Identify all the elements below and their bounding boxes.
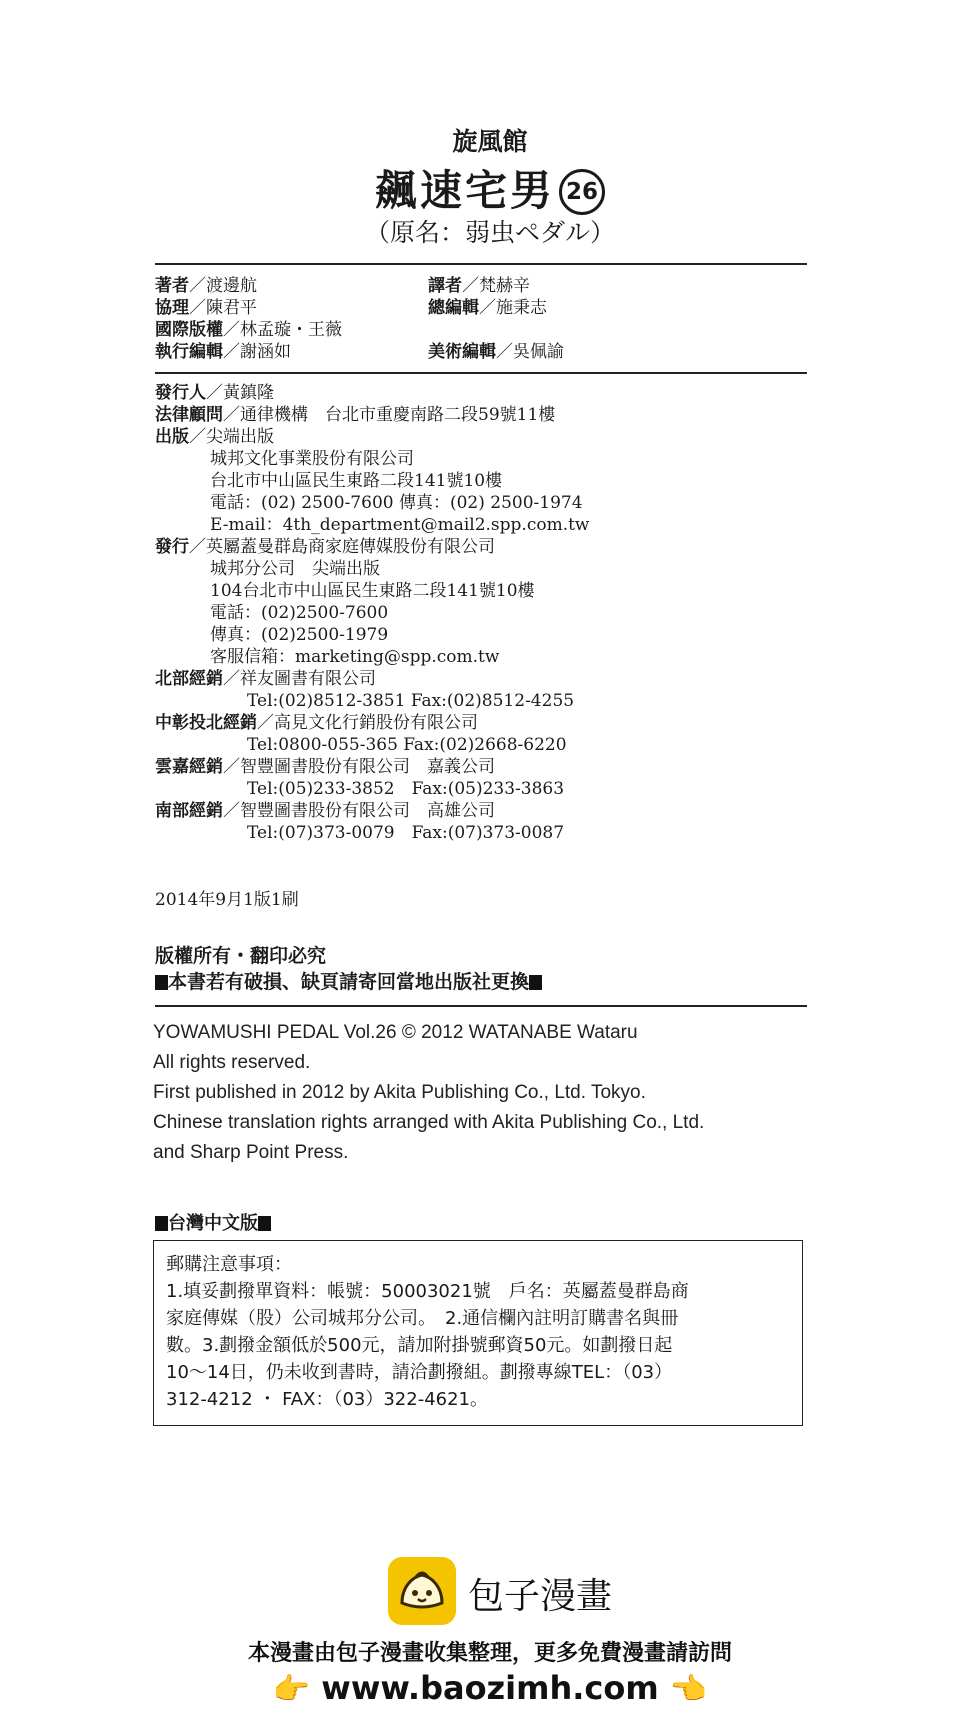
dealer-central-contact: Tel:0800-055-365 Fax:(02)2668-6220 bbox=[247, 735, 567, 755]
publish-phone: 電話：(02) 2500-7600 傳真：(02) 2500-1974 bbox=[210, 493, 583, 513]
dealer-north: 北部經銷／祥友圖書有限公司 bbox=[155, 669, 376, 689]
credit-author: 著者／渡邊航 bbox=[155, 276, 257, 296]
credit-art-editor: 美術編輯／吳佩諭 bbox=[428, 342, 564, 362]
dealer-yunjia: 雲嘉經銷／智豐圖書股份有限公司 嘉義公司 bbox=[155, 757, 495, 777]
dealer-yunjia-contact: Tel:(05)233-3852 Fax:(05)233-3863 bbox=[247, 779, 565, 799]
notice-line: 數。3.劃撥金額低於500元，請加附掛號郵資50元。如劃撥日起 bbox=[166, 1335, 673, 1356]
distribute-email: 客服信箱：marketing@spp.com.tw bbox=[210, 647, 500, 667]
distribute-phone: 電話：(02)2500-7600 bbox=[210, 603, 389, 623]
edition-date: 2014年9月1版1刷 bbox=[155, 890, 299, 910]
rights-line-2: 本書若有破損、缺頁請寄回當地出版社更換 bbox=[155, 967, 542, 994]
distribute-branch: 城邦分公司 尖端出版 bbox=[210, 559, 380, 579]
distribute-line: 發行／英屬蓋曼群島商家庭傳媒股份有限公司 bbox=[155, 537, 495, 557]
notice-line: 10～14日，仍未收到書時，請洽劃撥組。劃撥專線TEL：（03） bbox=[166, 1362, 673, 1383]
publish-address: 台北市中山區民生東路二段141號10樓 bbox=[210, 471, 503, 491]
dealer-south: 南部經銷／智豐圖書股份有限公司 高雄公司 bbox=[155, 801, 495, 821]
notice-line: 312-4212 ・ FAX：（03）322-4621。 bbox=[166, 1389, 489, 1410]
pointing-right-icon: 👉 bbox=[272, 1672, 311, 1707]
notice-line: 家庭傳媒（股）公司城邦分公司。 2.通信欄內註明訂購書名與冊 bbox=[166, 1308, 679, 1329]
original-title: （原名：弱虫ペダル） bbox=[364, 218, 615, 247]
watermark-tagline: 本漫畫由包子漫畫收集整理，更多免費漫畫請訪問 bbox=[247, 1641, 732, 1666]
divider-top bbox=[155, 263, 807, 265]
pointing-left-icon: 👈 bbox=[669, 1672, 708, 1707]
dealer-central: 中彰投北經銷／高見文化行銷股份有限公司 bbox=[155, 713, 478, 733]
english-line-4: Chinese translation rights arranged with Akita Publishing Co., Ltd. bbox=[153, 1112, 705, 1133]
book-title-text: 飆速宅男 bbox=[374, 166, 555, 215]
english-line-5: and Sharp Point Press. bbox=[153, 1142, 349, 1163]
publish-line: 出版／尖端出版 bbox=[155, 427, 274, 447]
taiwan-edition-label: 台灣中文版 bbox=[155, 1209, 271, 1235]
baozi-logo-icon bbox=[388, 1557, 456, 1625]
square-bullet-icon bbox=[155, 975, 168, 990]
legal-line: 法律顧問／通律機構 台北市重慶南路二段59號11樓 bbox=[155, 405, 556, 425]
credit-translator: 譯者／梵赫辛 bbox=[428, 276, 530, 296]
credit-chief-editor: 總編輯／施秉志 bbox=[428, 298, 547, 318]
issuer-line: 發行人／黃鎮隆 bbox=[155, 383, 274, 403]
distribute-address: 104台北市中山區民生東路二段141號10樓 bbox=[210, 581, 535, 601]
notice-line: 1.填妥劃撥單資料：帳號：50003021號 戶名：英屬蓋曼群島商 bbox=[166, 1281, 689, 1302]
square-bullet-icon bbox=[155, 1216, 168, 1231]
divider-rights bbox=[155, 1005, 807, 1007]
mail-order-notice-box bbox=[153, 1240, 803, 1426]
notice-title: 郵購注意事項： bbox=[166, 1254, 292, 1275]
watermark-url[interactable]: www.baozimh.com bbox=[321, 1669, 659, 1707]
english-line-3: First published in 2012 by Akita Publishing Co., Ltd. Tokyo. bbox=[153, 1082, 646, 1103]
english-line-2: All rights reserved. bbox=[153, 1052, 311, 1073]
english-line-1: YOWAMUSHI PEDAL Vol.26 © 2012 WATANABE Wataru bbox=[153, 1022, 638, 1043]
credit-exec-editor: 執行編輯／謝涵如 bbox=[155, 342, 291, 362]
dealer-north-contact: Tel:(02)8512-3851 Fax:(02)8512-4255 bbox=[247, 691, 575, 711]
distribute-fax: 傳真：(02)2500-1979 bbox=[210, 625, 389, 645]
publisher-name: 旋風館 bbox=[452, 127, 528, 156]
book-title bbox=[0, 158, 980, 218]
square-bullet-icon bbox=[258, 1216, 271, 1231]
volume-badge: 26 bbox=[559, 169, 605, 215]
rights-line-1: 版權所有・翻印必究 bbox=[155, 945, 327, 967]
dealer-south-contact: Tel:(07)373-0079 Fax:(07)373-0087 bbox=[247, 823, 565, 843]
credit-manager: 協理／陳君平 bbox=[155, 298, 257, 318]
brand-name: 包子漫畫 bbox=[468, 1576, 613, 1617]
divider-credits bbox=[155, 372, 807, 374]
square-bullet-icon bbox=[529, 975, 542, 990]
credit-intl-rights: 國際版權／林孟璇・王薇 bbox=[155, 320, 342, 340]
publish-email: E-mail：4th_department@mail2.spp.com.tw bbox=[210, 515, 590, 535]
watermark-url-row bbox=[0, 1669, 980, 1707]
publish-company: 城邦文化事業股份有限公司 bbox=[210, 449, 414, 469]
